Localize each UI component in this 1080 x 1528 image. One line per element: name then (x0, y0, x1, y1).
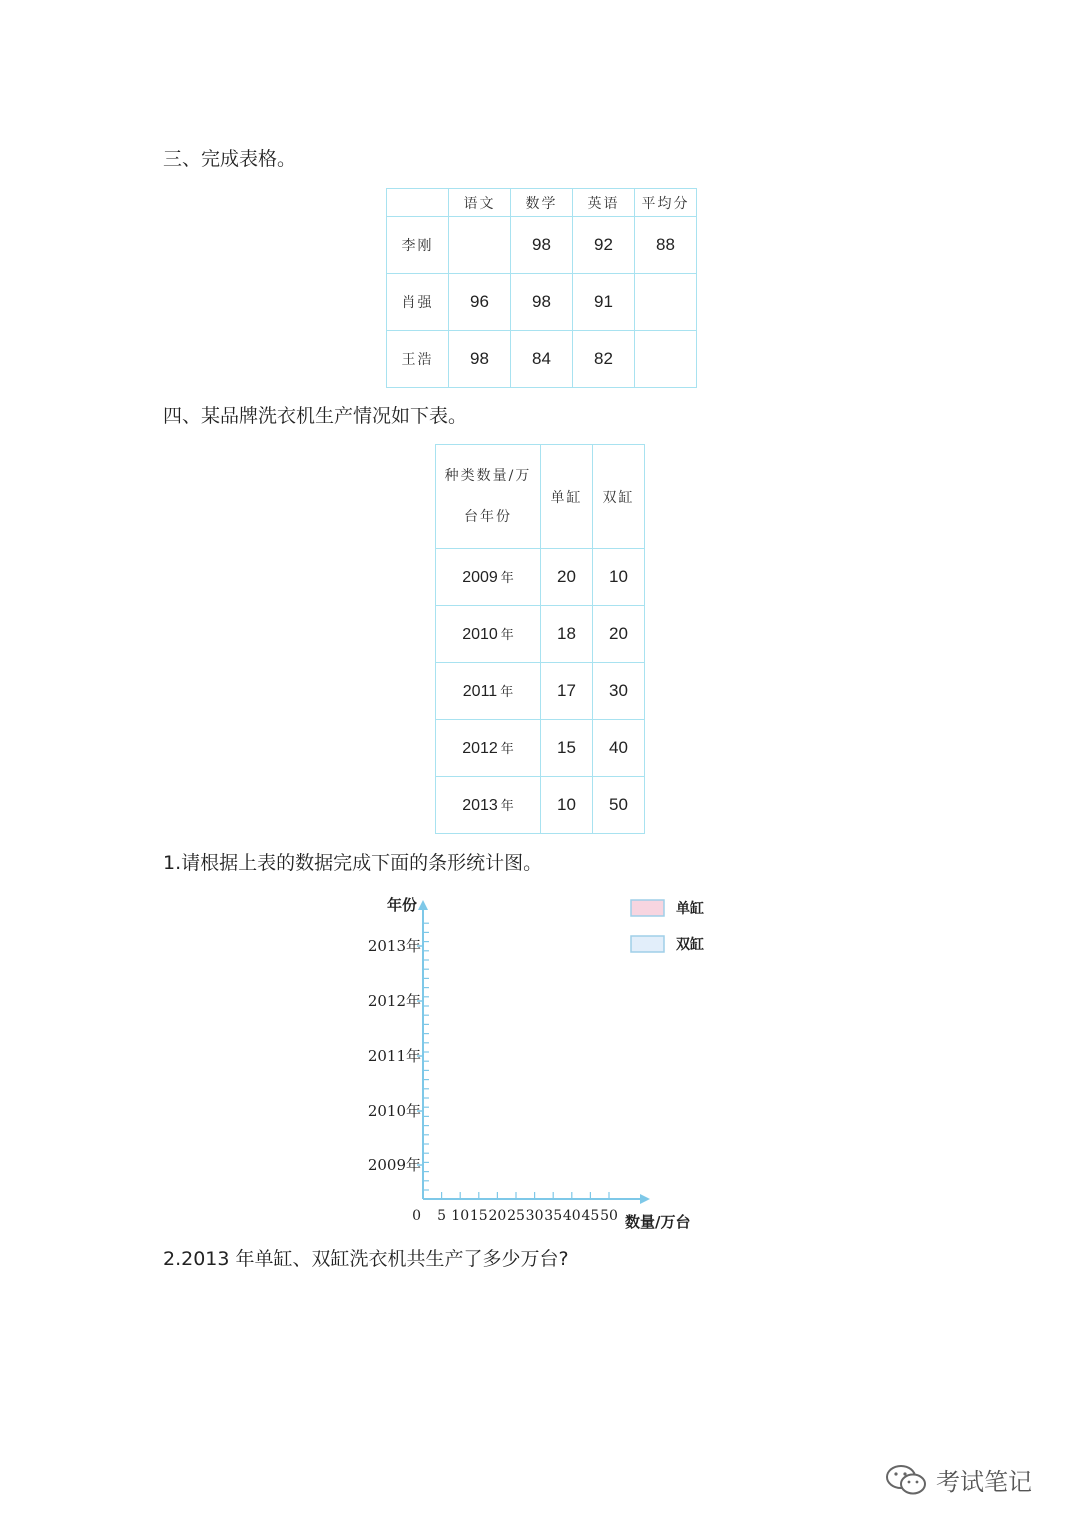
legend-label: 双缸 (676, 937, 704, 953)
year-value: 2010 (462, 626, 498, 643)
corner-header-line1: 种类数量/万 (444, 467, 532, 484)
x-tick-label: 45 (581, 1208, 600, 1224)
score-header-chinese: 语文 (449, 189, 511, 217)
double-value: 40 (593, 720, 645, 777)
corner-header-line2: 台年份 (464, 508, 512, 525)
legend-label: 单缸 (676, 901, 704, 917)
y-tick-label: 2013年 (367, 937, 421, 955)
x-axis-title: 数量/万台 (625, 1213, 691, 1231)
table-row (436, 549, 645, 606)
corner-header (436, 445, 541, 549)
year-value: 2011 (462, 683, 498, 700)
year-value: 2013 (462, 797, 498, 814)
year-cell (436, 720, 541, 777)
score-cell: 96 (449, 274, 511, 331)
year-unit: 年 (500, 799, 514, 814)
x-tick-label: 30 (525, 1208, 544, 1224)
watermark-text: 考试笔记 (936, 1468, 1032, 1496)
year-cell (436, 777, 541, 834)
x-tick-label: 25 (507, 1208, 525, 1224)
year-unit: 年 (500, 742, 514, 757)
score-cell (449, 217, 511, 274)
single-value: 15 (541, 720, 593, 777)
score-cell: 98 (511, 274, 573, 331)
x-tick-label: 10 (451, 1208, 470, 1224)
year-value: 2009 (462, 569, 498, 586)
year-value: 2012 (462, 740, 498, 757)
wechat-icon (884, 1463, 930, 1497)
legend-swatch-double (631, 936, 664, 952)
chart-ticks (417, 923, 609, 1199)
double-value: 20 (593, 606, 645, 663)
score-cell (635, 331, 697, 388)
score-header-average: 平均分 (635, 189, 697, 217)
bar-chart (360, 888, 720, 1233)
double-value: 50 (593, 777, 645, 834)
x-tick-label: 0 (412, 1208, 421, 1224)
year-unit: 年 (500, 628, 514, 643)
year-unit: 年 (500, 685, 514, 700)
score-table (386, 188, 697, 388)
x-tick-label: 35 (544, 1208, 563, 1224)
table-row (436, 606, 645, 663)
question1: 1.请根据上表的数据完成下面的条形统计图。 (163, 852, 543, 874)
double-value: 10 (593, 549, 645, 606)
score-cell: 84 (511, 331, 573, 388)
year-cell (436, 606, 541, 663)
score-header-english: 英语 (573, 189, 635, 217)
x-axis-arrow (640, 1194, 650, 1204)
table-row (436, 720, 645, 777)
y-tick-label: 2012年 (367, 992, 421, 1010)
year-unit: 年 (500, 571, 514, 586)
score-cell: 98 (449, 331, 511, 388)
score-header-math: 数学 (511, 189, 573, 217)
score-cell: 91 (573, 274, 635, 331)
table-row (436, 663, 645, 720)
single-value: 18 (541, 606, 593, 663)
year-cell (436, 663, 541, 720)
double-value: 30 (593, 663, 645, 720)
section3-title: 三、完成表格。 (163, 148, 297, 170)
production-table (435, 444, 645, 834)
student-name: 肖强 (387, 274, 449, 331)
chart-legend (631, 900, 704, 953)
score-cell: 98 (511, 217, 573, 274)
student-name: 王浩 (387, 331, 449, 388)
section4-title: 四、某品牌洗衣机生产情况如下表。 (163, 405, 468, 427)
table-row (387, 331, 697, 388)
question2: 2.2013 年单缸、双缸洗衣机共生产了多少万台? (163, 1248, 569, 1270)
y-axis-title: 年份 (386, 896, 417, 914)
x-tick-label: 40 (562, 1208, 581, 1224)
year-cell (436, 549, 541, 606)
score-header-blank (387, 189, 449, 217)
chart-axes (418, 900, 650, 1204)
x-tick-label: 15 (469, 1208, 488, 1224)
score-cell (635, 274, 697, 331)
y-axis-arrow (418, 900, 428, 910)
table-row (387, 274, 697, 331)
x-tick-label: 5 (437, 1208, 447, 1224)
score-cell: 88 (635, 217, 697, 274)
x-tick-label: 50 (600, 1208, 618, 1224)
header-single: 单缸 (541, 445, 593, 549)
table-row (436, 777, 645, 834)
table-row (387, 217, 697, 274)
legend-swatch-single (631, 900, 664, 916)
single-value: 20 (541, 549, 593, 606)
single-value: 17 (541, 663, 593, 720)
y-tick-label: 2011年 (367, 1047, 421, 1065)
single-value: 10 (541, 777, 593, 834)
y-tick-label: 2010年 (367, 1102, 421, 1120)
y-tick-label: 2009年 (367, 1156, 421, 1174)
watermark (884, 1462, 1032, 1497)
score-cell: 82 (573, 331, 635, 388)
x-tick-label: 20 (488, 1208, 507, 1224)
score-cell: 92 (573, 217, 635, 274)
student-name: 李刚 (387, 217, 449, 274)
header-double: 双缸 (593, 445, 645, 549)
